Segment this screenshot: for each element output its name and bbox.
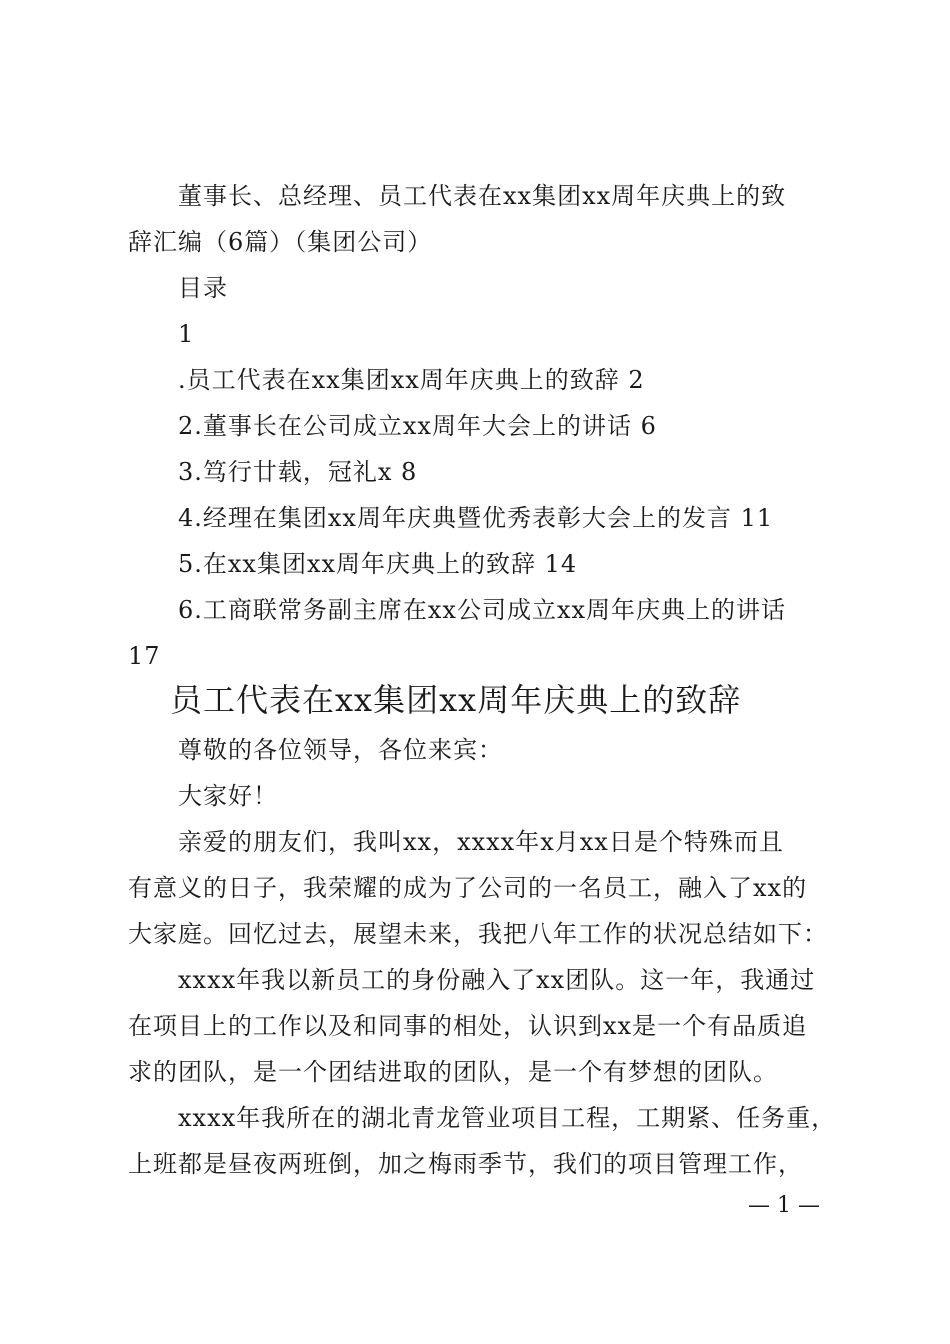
paragraph-line: 亲爱的朋友们，我叫xx，xxxx年x月xx日是个特殊而且 <box>178 828 784 856</box>
toc-number: 1 <box>178 320 195 348</box>
paragraph-line: 在项目上的工作以及和同事的相处，认识到xx是一个有品质追 <box>128 1012 808 1040</box>
toc-item-page: 17 <box>128 642 161 670</box>
paragraph-line: 上班都是昼夜两班倒，加之梅雨季节，我们的项目管理工作， <box>128 1150 803 1178</box>
toc-item: 3.笃行廿载，冠礼x 8 <box>178 458 418 486</box>
toc-item: 6.工商联常务副主席在xx公司成立xx周年庆典上的讲话 <box>178 596 787 624</box>
page-number: — 1 — <box>748 1193 820 1218</box>
toc-item: 2.董事长在公司成立xx周年大会上的讲话 6 <box>178 412 657 440</box>
paragraph-line: xxxx年我所在的湖北青龙管业项目工程，工期紧、任务重， <box>178 1104 837 1132</box>
document-title-line-2: 辞汇编（6篇）（集团公司） <box>128 228 433 256</box>
toc-item: .员工代表在xx集团xx周年庆典上的致辞 2 <box>178 366 645 394</box>
toc-label: 目录 <box>178 274 228 302</box>
toc-item: 4.经理在集团xx周年庆典暨优秀表彰大会上的发言 11 <box>178 504 774 532</box>
paragraph-line: 大家庭。回忆过去，展望未来，我把八年工作的状况总结如下： <box>128 920 828 948</box>
paragraph-line: xxxx年我以新员工的身份融入了xx团队。这一年，我通过 <box>178 966 816 994</box>
salutation: 尊敬的各位领导，各位来宾： <box>178 736 503 764</box>
paragraph-line: 求的团队，是一个团结进取的团队，是一个有梦想的团队。 <box>128 1058 778 1086</box>
toc-item: 5.在xx集团xx周年庆典上的致辞 14 <box>178 550 578 578</box>
greeting: 大家好！ <box>178 782 278 810</box>
section-heading: 员工代表在xx集团xx周年庆典上的致辞 <box>170 681 742 719</box>
paragraph-line: 有意义的日子，我荣耀的成为了公司的一名员工，融入了xx的 <box>128 874 808 902</box>
document-title-line-1: 董事长、总经理、员工代表在xx集团xx周年庆典上的致 <box>178 182 787 210</box>
